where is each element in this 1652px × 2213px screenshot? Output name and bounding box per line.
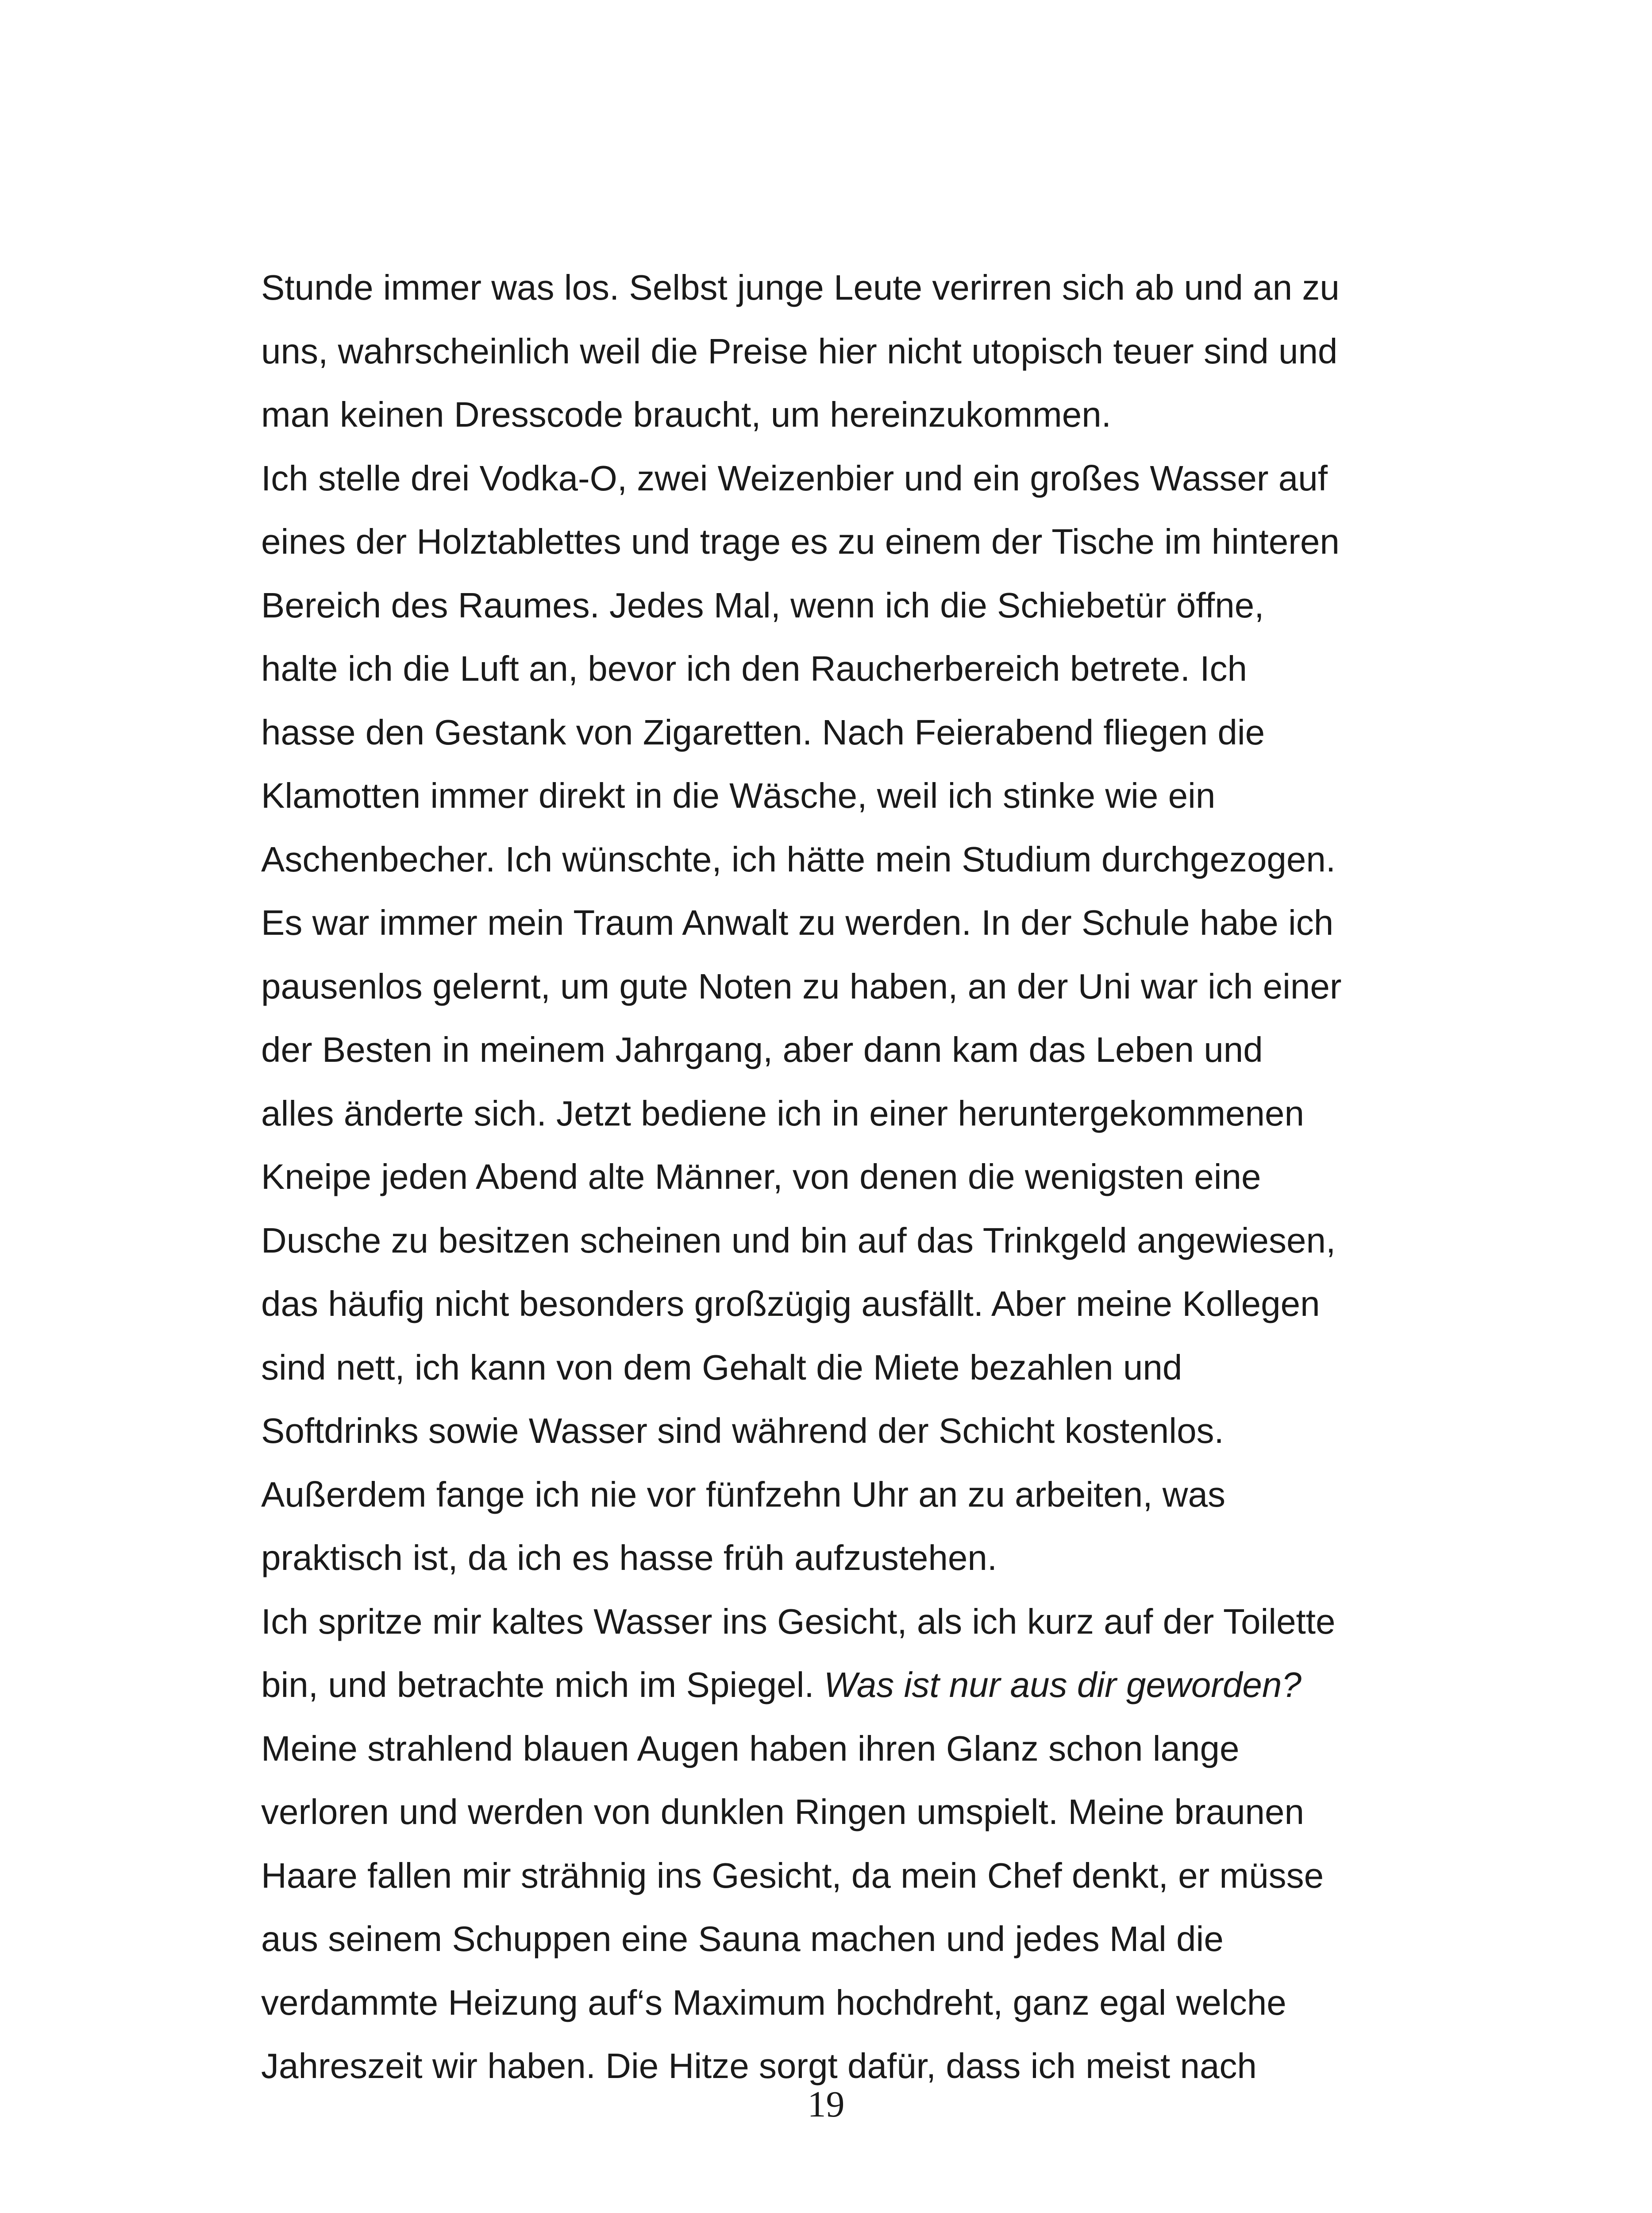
text-line: Dusche zu besitzen scheinen und bin auf das Trinkgeld angewiesen, [261, 1220, 1336, 1260]
text-line: verloren und werden von dunklen Ringen umspielt. Meine braunen [261, 1792, 1305, 1831]
text-line: Es war immer mein Traum Anwalt zu werden. In der Schule habe ich [261, 903, 1334, 942]
text-line: Ich stelle drei Vodka-O, zwei Weizenbier und ein großes Wasser auf [261, 458, 1328, 498]
text-line: Stunde immer was los. Selbst junge Leute verirren sich ab und an zu [261, 268, 1340, 307]
italic-thought: Was ist nur aus dir geworden? [824, 1665, 1302, 1704]
page-number: 19 [807, 2084, 845, 2125]
text-line: aus seinem Schuppen eine Sauna machen und jedes Mal die [261, 1919, 1224, 1959]
text-line: Bereich des Raumes. Jedes Mal, wenn ich die Schiebetür öffne, [261, 585, 1264, 625]
text-line: Kneipe jeden Abend alte Männer, von denen die wenigsten eine [261, 1157, 1261, 1196]
text-line: das häufig nicht besonders großzügig ausfällt. Aber meine Kollegen [261, 1284, 1320, 1323]
text-line: Softdrinks sowie Wasser sind während der Schicht kostenlos. [261, 1411, 1224, 1450]
text-line: Aschenbecher. Ich wünschte, ich hätte mein Studium durchgezogen. [261, 839, 1336, 879]
text-line: Haare fallen mir strähnig ins Gesicht, da mein Chef denkt, er müsse [261, 1855, 1324, 1895]
text-line: alles änderte sich. Jetzt bediene ich in einer heruntergekommenen [261, 1093, 1304, 1133]
text-line: Klamotten immer direkt in die Wäsche, weil ich stinke wie ein [261, 776, 1216, 815]
text-line: der Besten in meinem Jahrgang, aber dann kam das Leben und [261, 1030, 1263, 1069]
text-line: verdammte Heizung auf‘s Maximum hochdreht, ganz egal welche [261, 1982, 1286, 2022]
text-line-plain-part: bin, und betrachte mich im Spiegel. [261, 1665, 824, 1704]
text-line-with-italic [261, 1653, 1394, 1717]
text-line: man keinen Dresscode braucht, um hereinzukommen. [261, 395, 1111, 434]
text-line: Meine strahlend blauen Augen haben ihren Glanz schon lange [261, 1728, 1240, 1768]
body-text [261, 256, 1394, 2098]
text-line: halte ich die Luft an, bevor ich den Raucherbereich betrete. Ich [261, 649, 1248, 688]
text-line: praktisch ist, da ich es hasse früh aufzustehen. [261, 1538, 997, 1577]
text-line: Jahreszeit wir haben. Die Hitze sorgt dafür, dass ich meist nach [261, 2046, 1257, 2086]
text-line: hasse den Gestank von Zigaretten. Nach Feierabend fliegen die [261, 712, 1265, 752]
text-line: Ich spritze mir kaltes Wasser ins Gesicht, als ich kurz auf der Toilette [261, 1601, 1336, 1641]
text-line: uns, wahrscheinlich weil die Preise hier nicht utopisch teuer sind und [261, 331, 1338, 371]
text-line: sind nett, ich kann von dem Gehalt die Miete bezahlen und [261, 1347, 1182, 1387]
text-line: Außerdem fange ich nie vor fünfzehn Uhr an zu arbeiten, was [261, 1474, 1225, 1514]
text-line: pausenlos gelernt, um gute Noten zu haben, an der Uni war ich einer [261, 966, 1342, 1006]
text-line: eines der Holztablettes und trage es zu einem der Tische im hinteren [261, 522, 1340, 561]
